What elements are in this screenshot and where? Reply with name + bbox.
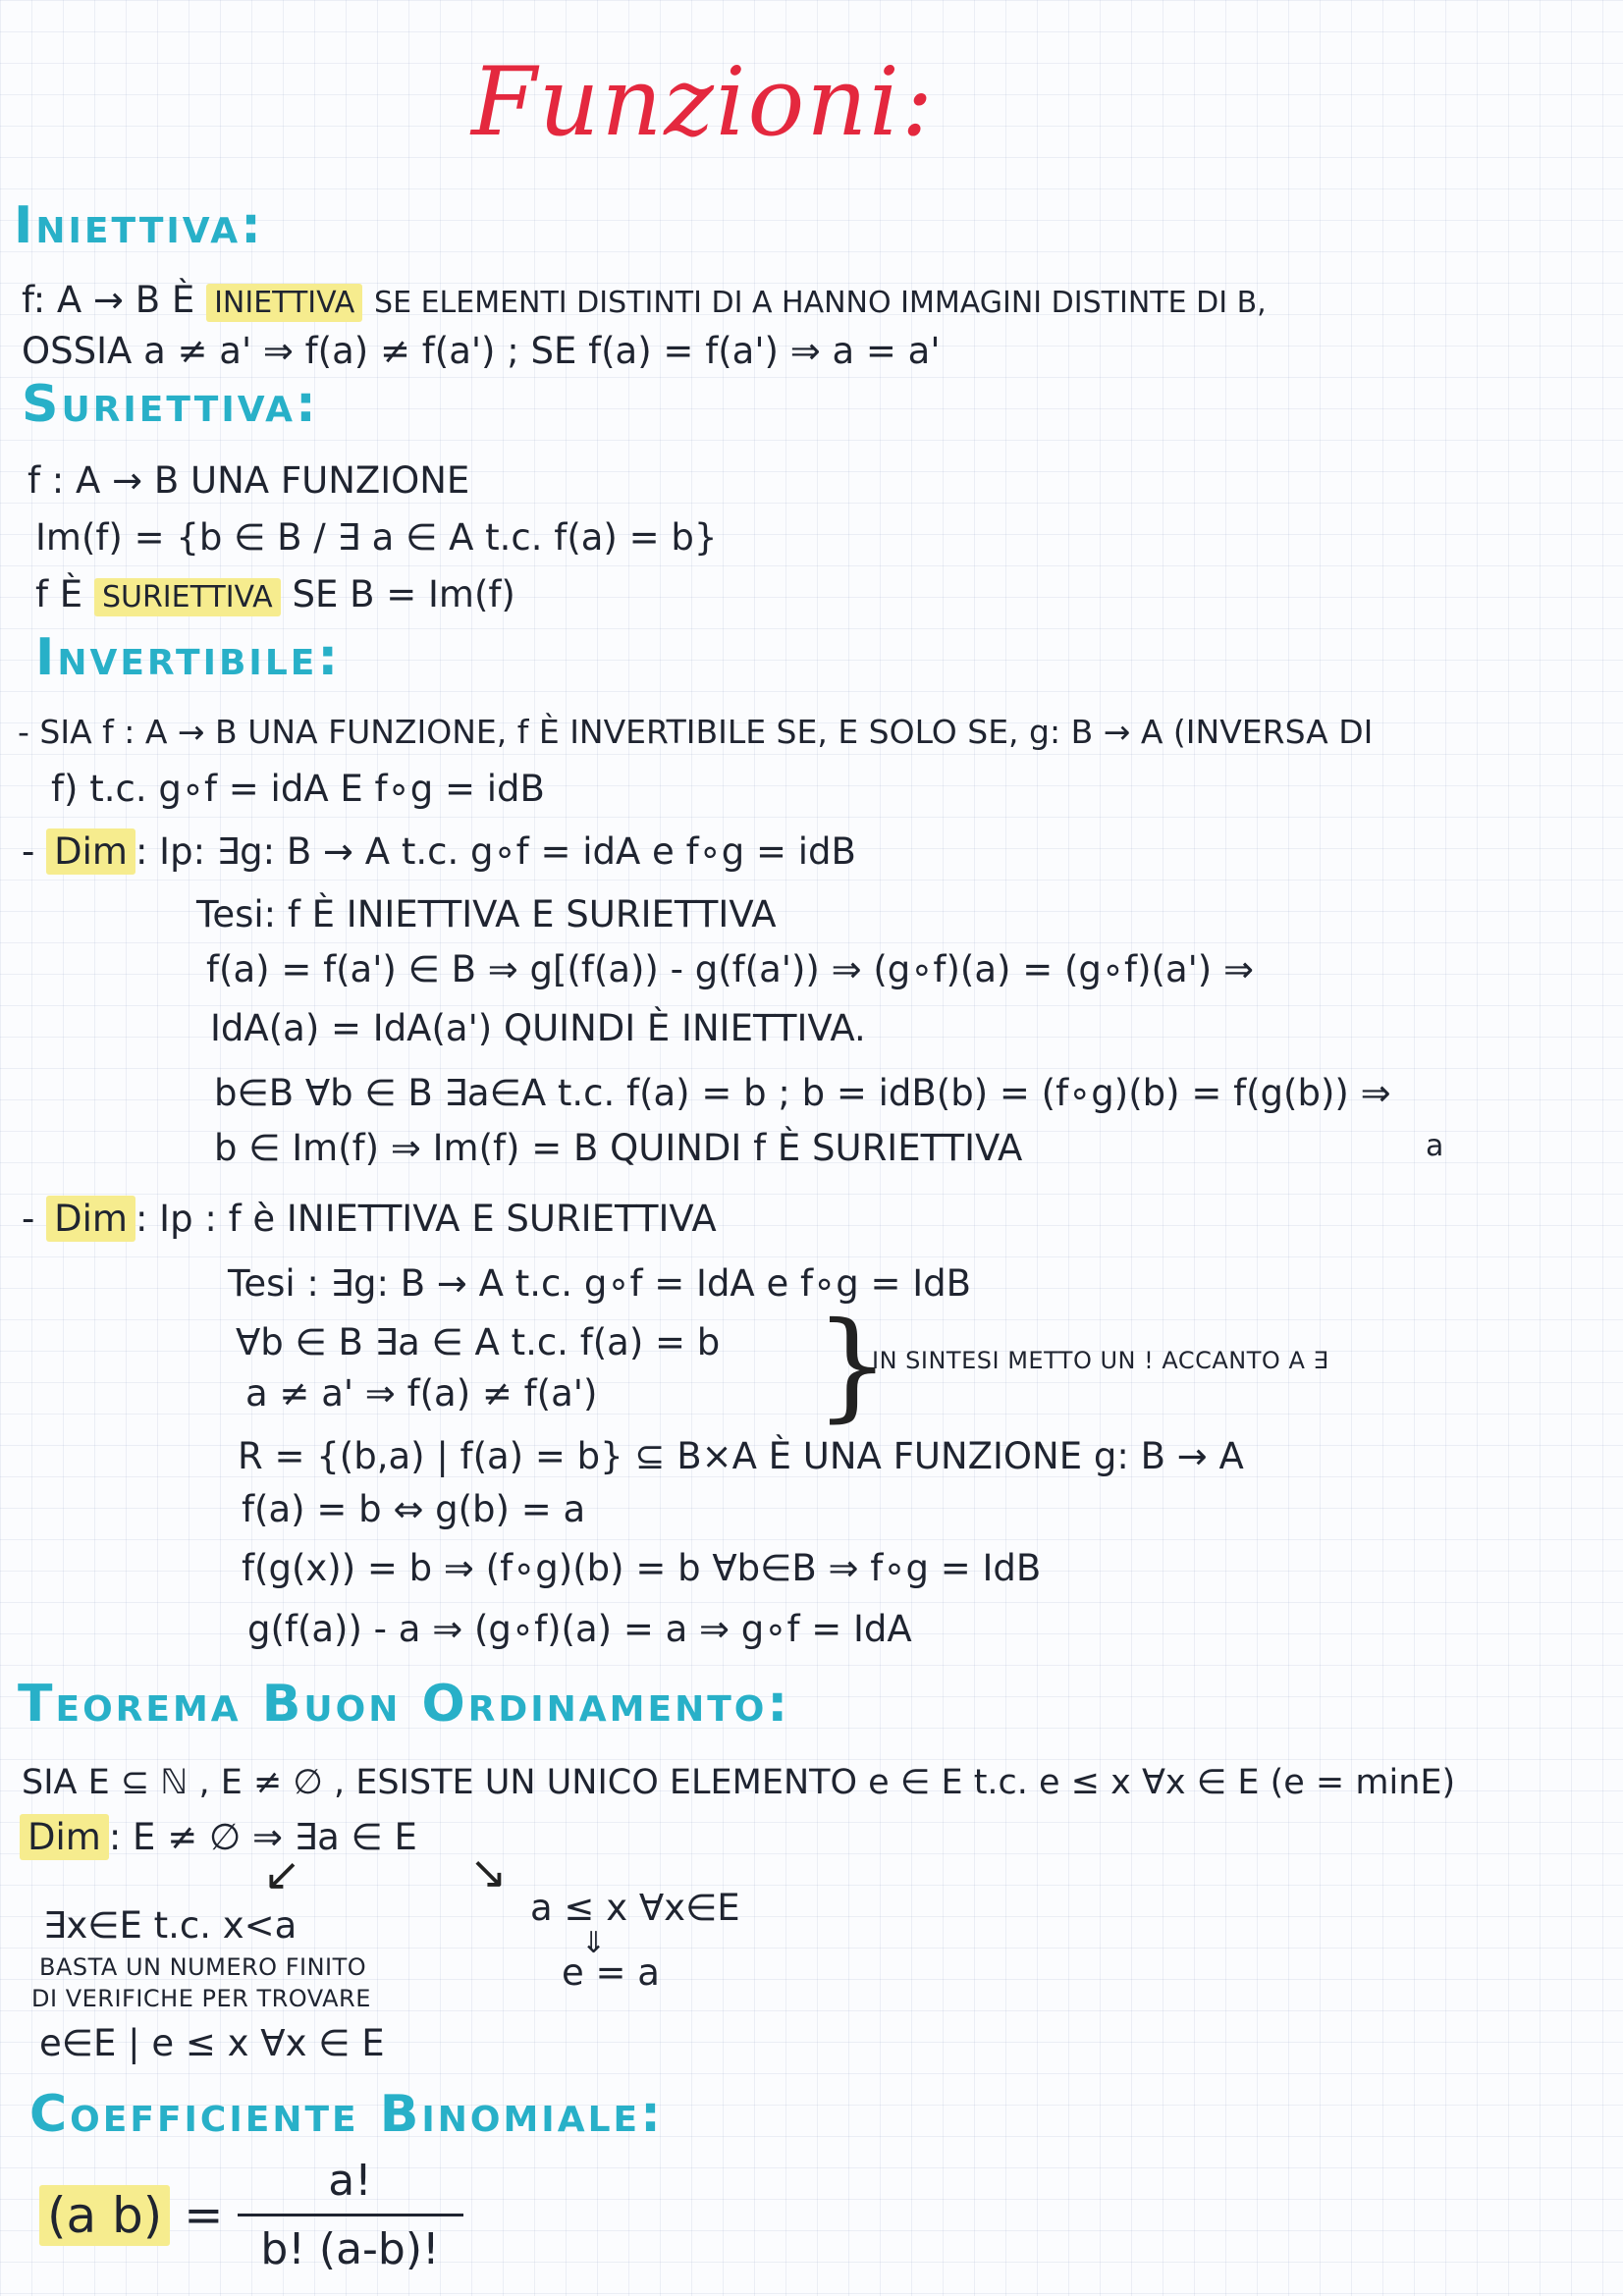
section-heading-suriettiva: Suriettiva: xyxy=(22,375,319,434)
highlight-suriettiva: SURIETTIVA xyxy=(94,578,281,616)
dim1-step-3: b∈B ∀b ∈ B ∃a∈A t.c. f(a) = b ; b = idB(b) = (f∘g)(b) = f(g(b)) ⇒ xyxy=(214,1072,1391,1114)
dim1-ipotesi: - Dim : Ip: ∃g: B → A t.c. g∘f = idA e f∘g = idB xyxy=(22,830,856,873)
dim2-step-5: f(g(x)) = b ⇒ (f∘g)(b) = b ∀b∈B ⇒ f∘g = IdB xyxy=(242,1547,1042,1589)
implies-down-icon: ⇓ xyxy=(581,1926,607,1960)
arrow-right-icon: ↘ xyxy=(469,1845,508,1898)
teorema-left-note-2: DI VERIFICHE PER TROVARE xyxy=(31,1985,371,2012)
teorema-dim-text: : E ≠ ∅ ⇒ ∃a ∈ E xyxy=(108,1816,417,1858)
page-title: Funzioni: xyxy=(471,47,936,157)
fraction-numerator: a! xyxy=(328,2156,372,2206)
suriettiva-def-end: SE B = Im(f) xyxy=(292,573,515,615)
dim2-note: IN SINTESI METTO UN ! ACCANTO A ∃ xyxy=(872,1347,1329,1374)
dim2-step-3: R = {(b,a) | f(a) = b} ⊆ B×A È UNA FUNZIONE g: B → A xyxy=(238,1435,1244,1477)
teorema-right-result: e = a xyxy=(562,1951,660,1994)
dim2-ip-text: : Ip : f è INIETTIVA E SURIETTIVA xyxy=(135,1198,717,1240)
image-definition: Im(f) = {b ∈ B / ∃ a ∈ A t.c. f(a) = b} xyxy=(35,516,718,559)
dim1-label: Dim xyxy=(46,828,135,875)
dim2-ipotesi: - Dim : Ip : f è INIETTIVA E SURIETTIVA xyxy=(22,1198,717,1240)
dim2-step-2: a ≠ a' ⇒ f(a) ≠ f(a') xyxy=(245,1372,598,1415)
teorema-dim xyxy=(20,1814,417,1861)
binomial-fraction xyxy=(238,2156,463,2274)
equals-sign: = xyxy=(184,2187,224,2243)
iniettiva-ossia: OSSIA a ≠ a' ⇒ f(a) ≠ f(a') ; SE f(a) = f(a') ⇒ a = a' xyxy=(22,330,941,372)
dim1-step-4: b ∈ Im(f) ⇒ Im(f) = B QUINDI f È SURIETTIVA xyxy=(214,1127,1023,1169)
section-heading-iniettiva: Iniettiva: xyxy=(14,196,264,255)
teorema-left-note-1: BASTA UN NUMERO FINITO xyxy=(39,1953,367,1981)
dim1-step-3-note: a xyxy=(1426,1129,1444,1163)
dim2-brace: } xyxy=(815,1298,891,1434)
section-heading-binomiale: Coefficiente Binomiale: xyxy=(29,2085,664,2144)
dim1-step-1: f(a) = f(a') ∈ B ⇒ g[(f(a)) - g(f(a')) ⇒ (g∘f)(a) = (g∘f)(a') ⇒ xyxy=(206,948,1254,990)
binomial-symbol: (a b) xyxy=(39,2185,170,2246)
dim2-step-1: ∀b ∈ B ∃a ∈ A t.c. f(a) = b xyxy=(236,1321,721,1363)
dim1-ip-text: : Ip: ∃g: B → A t.c. g∘f = idA e f∘g = idB xyxy=(135,830,856,873)
section-heading-invertibile: Invertibile: xyxy=(35,628,342,687)
dim2-label: Dim xyxy=(46,1196,135,1242)
binomial-formula xyxy=(39,2156,463,2274)
suriettiva-def-start: f È xyxy=(35,573,83,615)
dim2-step-4: f(a) = b ⇔ g(b) = a xyxy=(242,1488,586,1530)
fraction-denominator: b! (a-b)! xyxy=(260,2224,440,2274)
fraction-bar xyxy=(238,2214,463,2216)
teorema-statement: SIA E ⊆ ℕ , E ≠ ∅ , ESISTE UN UNICO ELEMENTO e ∈ E t.c. e ≤ x ∀x ∈ E (e = minE) xyxy=(22,1763,1456,1802)
section-heading-teorema: Teorema Buon Ordinamento: xyxy=(18,1675,791,1734)
teorema-right-case: a ≤ x ∀x∈E xyxy=(530,1887,740,1929)
dim1-tesi: Tesi: f È INIETTIVA E SURIETTIVA xyxy=(196,893,777,935)
teorema-dim-label: Dim xyxy=(20,1814,109,1860)
iniettiva-def-end: SE ELEMENTI DISTINTI DI A HANNO IMMAGINI DISTINTE DI B, xyxy=(374,286,1267,320)
highlight-iniettiva: INIETTIVA xyxy=(206,284,362,322)
invertibile-line-2: f) t.c. g∘f = idA E f∘g = idB xyxy=(51,768,545,810)
suriettiva-definition xyxy=(35,571,515,621)
teorema-left-case: ∃x∈E t.c. x<a xyxy=(43,1904,298,1947)
invertibile-line-1: - SIA f : A → B UNA FUNZIONE, f È INVERTIBILE SE, E SOLO SE, g: B → A (INVERSA DI xyxy=(18,713,1374,751)
arrow-left-icon: ↙ xyxy=(263,1847,301,1900)
teorema-left-result: e∈E | e ≤ x ∀x ∈ E xyxy=(39,2022,385,2064)
iniettiva-def-start: f: A → B È xyxy=(22,279,195,321)
dim2-tesi: Tesi : ∃g: B → A t.c. g∘f = IdA e f∘g = IdB xyxy=(228,1262,972,1305)
dim1-step-2: IdA(a) = IdA(a') QUINDI È INIETTIVA. xyxy=(210,1007,866,1049)
dim2-step-6: g(f(a)) - a ⇒ (g∘f)(a) = a ⇒ g∘f = IdA xyxy=(247,1608,912,1650)
iniettiva-definition xyxy=(22,277,1267,327)
suriettiva-line-1: f : A → B UNA FUNZIONE xyxy=(27,459,470,502)
